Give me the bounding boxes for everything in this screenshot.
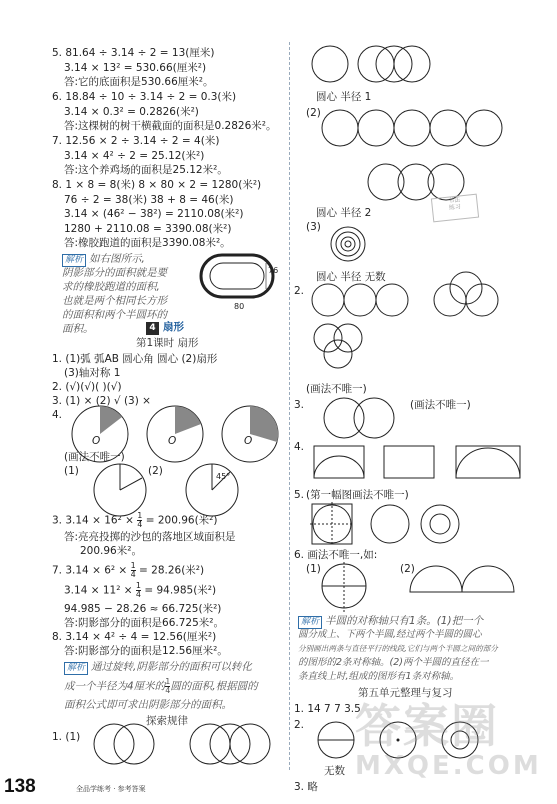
analysis-line: 圆分成上、下两个半圆,经过两个半圆的圆心: [298, 629, 482, 640]
column-divider: [289, 42, 290, 770]
answer-line: 3.14 × 0.3² = 0.2826(米²): [64, 106, 199, 118]
analysis-line: 条直线上时,组成的图形有1条对称轴。: [298, 671, 460, 682]
concentric-circles: [330, 226, 370, 266]
answer-line: 6. 画法不唯一,如:: [294, 549, 378, 561]
analysis-note: 解析 半圆的对称轴只有1条。(1)把一个: [298, 614, 483, 629]
fraction: $\frac{1}{4}$: [135, 581, 141, 599]
answer-line: 94.985 − 28.26 ≈ 66.725(米²): [64, 603, 222, 615]
answer-line: 7. 12.56 × 2 ÷ 3.14 ÷ 2 = 4(米): [52, 135, 220, 147]
note: (画法不唯一): [64, 451, 125, 463]
square-circle-figures: [310, 442, 530, 482]
semicircle-figures: [310, 562, 520, 612]
answer-line: 3. 略: [294, 781, 318, 793]
stamp-mark: 书法 练习: [431, 194, 479, 223]
sub-label: (2): [148, 465, 163, 477]
symmetry-figures: [310, 502, 490, 546]
answer-line: 答:这个养鸡场的面积是25.12米²。: [64, 164, 228, 176]
answer-line: 8. 3.14 × 4² ÷ 4 = 12.56(厘米²): [52, 631, 217, 643]
answer-line: 3. (1) × (2) √ (3) ×: [52, 395, 151, 407]
analysis-line: 求的橡胶跑道的面积,: [62, 281, 160, 293]
track-height-label: 76: [268, 266, 279, 275]
answer-line: 76 ÷ 2 = 38(米) 38 + 8 = 46(米): [64, 194, 234, 206]
answer-line: 2.: [294, 285, 305, 297]
answer-line: 2.: [294, 719, 305, 731]
explore-circles: [92, 722, 262, 768]
answer-line: 答:这棵树的树干横截面的面积是0.2826米²。: [64, 120, 277, 132]
analysis-line: 阴影部分的面积就是要: [62, 267, 167, 279]
answer-line: 1. (1): [52, 731, 81, 743]
analysis-tag: 解析: [64, 662, 88, 675]
answer-line: 答:亮亮投掷的沙包的落地区域面积是: [64, 531, 236, 543]
answer-line: 6. 18.84 ÷ 10 ÷ 3.14 ÷ 2 = 0.3(米): [52, 91, 237, 103]
circles-row-2: [320, 108, 490, 150]
analysis-line: 成一个半径为4厘米的$\frac{1}{4}$圆的面积,根据圆的: [64, 677, 258, 695]
answer-line: 答:它的底面积是530.66厘米²。: [64, 76, 214, 88]
explore-title: 探索规律: [146, 715, 188, 727]
analysis-line: 分别画出两条与直径平行的线段,它们与两个半圆之间的部分: [298, 644, 498, 653]
lesson-title: 第1课时 扇形: [136, 337, 199, 349]
fraction: $\frac{1}{4}$: [165, 677, 171, 695]
answer-line: 2. (√)(√)( )(√): [52, 381, 122, 393]
analysis-line: 也就是两个相同长方形: [62, 295, 167, 307]
center-label: O: [92, 435, 101, 447]
answer-line: 3.14 × (46² − 38²) = 2110.08(米²): [64, 208, 244, 220]
answer-line: 无数: [324, 765, 345, 777]
answer-line: 1280 + 2110.08 = 3390.08(米²): [64, 223, 232, 235]
answer-line: (3)轴对称 1: [64, 367, 121, 379]
circles-row-chain: [310, 284, 520, 318]
analysis-line: 的面积和两个半圆环的: [62, 309, 167, 321]
answer-line: 5.: [294, 489, 305, 501]
answer-line: 答:阴影部分的面积是66.725米²。: [64, 617, 224, 629]
answer-line: 3.: [294, 399, 305, 411]
answer-line: 5. 81.64 ÷ 3.14 ÷ 2 = 13(厘米): [52, 47, 215, 59]
fraction: $\frac{1}{4}$: [137, 511, 143, 529]
watermark: 答案圈 MXQE.COM: [355, 699, 542, 781]
note: (画法不唯一): [306, 383, 367, 395]
answer-line: 7. $3.14 \times 6^2 \times \frac{1}{4} = 28.26$(米²): [52, 561, 205, 579]
section-title: 4 扇形: [146, 320, 184, 335]
answer-line: 1. 14 7 7 3.5: [294, 703, 361, 715]
center-label: O: [244, 435, 253, 447]
answer-line: 圆心 半径 无数: [316, 271, 386, 283]
unit-title: 第五单元整理与复习: [358, 687, 453, 699]
analysis-line: 的图形的2条对称轴。(2)两个半圆的直径在一: [298, 657, 489, 668]
answer-line: (2): [306, 107, 321, 119]
answer-line: 3.14 × 13² = 530.66(厘米²): [64, 62, 207, 74]
fraction: $\frac{1}{4}$: [130, 561, 136, 579]
analysis-note: 解析 如右图所示,: [62, 252, 145, 267]
sub-label: (2): [400, 563, 415, 575]
track-diagram: [198, 252, 278, 302]
center-label: O: [168, 435, 177, 447]
analysis-tag: 解析: [298, 616, 322, 629]
answer-line: (3): [306, 221, 321, 233]
note: (画法不唯一): [410, 399, 471, 411]
analysis-line: 面积。: [62, 323, 94, 335]
answer-line: $3.14 \times 11^2 \times \frac{1}{4} = 94.985$(米²): [64, 581, 217, 599]
answer-line: 8. 1 × 8 = 8(米) 8 × 80 × 2 = 1280(米²): [52, 179, 262, 191]
answer-line: 4.: [52, 409, 63, 421]
angle-label: 45°: [216, 472, 231, 481]
answer-line: 4.: [294, 441, 305, 453]
answer-line: 200.96米²。: [80, 545, 142, 557]
trefoil-circles: [308, 320, 368, 380]
circles-row-1: [308, 44, 438, 90]
answer-line: 答:橡胶跑道的面积是3390.08米²。: [64, 237, 231, 249]
answer-line: 答:阴影部分的面积是12.56厘米²。: [64, 645, 228, 657]
overlapping-circles: [314, 396, 414, 440]
analysis-note: 解析 通过旋转,阴影部分的面积可以转化: [64, 660, 252, 675]
track-width-label: 80: [234, 302, 245, 311]
footer-text: 全品学练考 · 参考答案: [76, 785, 146, 793]
sub-label: (1): [306, 563, 321, 575]
answer-line: 1. (1)弧 弧AB 圆心角 圆心 (2)扇形: [52, 353, 218, 365]
page-number: 138: [4, 776, 36, 797]
sector-drawings: [62, 460, 292, 520]
answer-line: 圆心 半径 1: [316, 91, 372, 103]
answer-line: 3. $3.14 \times 16^2 \times \frac{1}{4} = 200.96$(米²): [52, 511, 218, 529]
answer-line: 3.14 × 4² ÷ 2 = 25.12(米²): [64, 150, 205, 162]
sub-label: (1): [64, 465, 79, 477]
analysis-tag: 解析: [62, 254, 86, 267]
analysis-line: 面积公式即可求出阴影部分的面积。: [64, 699, 232, 711]
note: (第一幅图画法不唯一): [306, 489, 409, 501]
answer-line: 圆心 半径 2: [316, 207, 372, 219]
